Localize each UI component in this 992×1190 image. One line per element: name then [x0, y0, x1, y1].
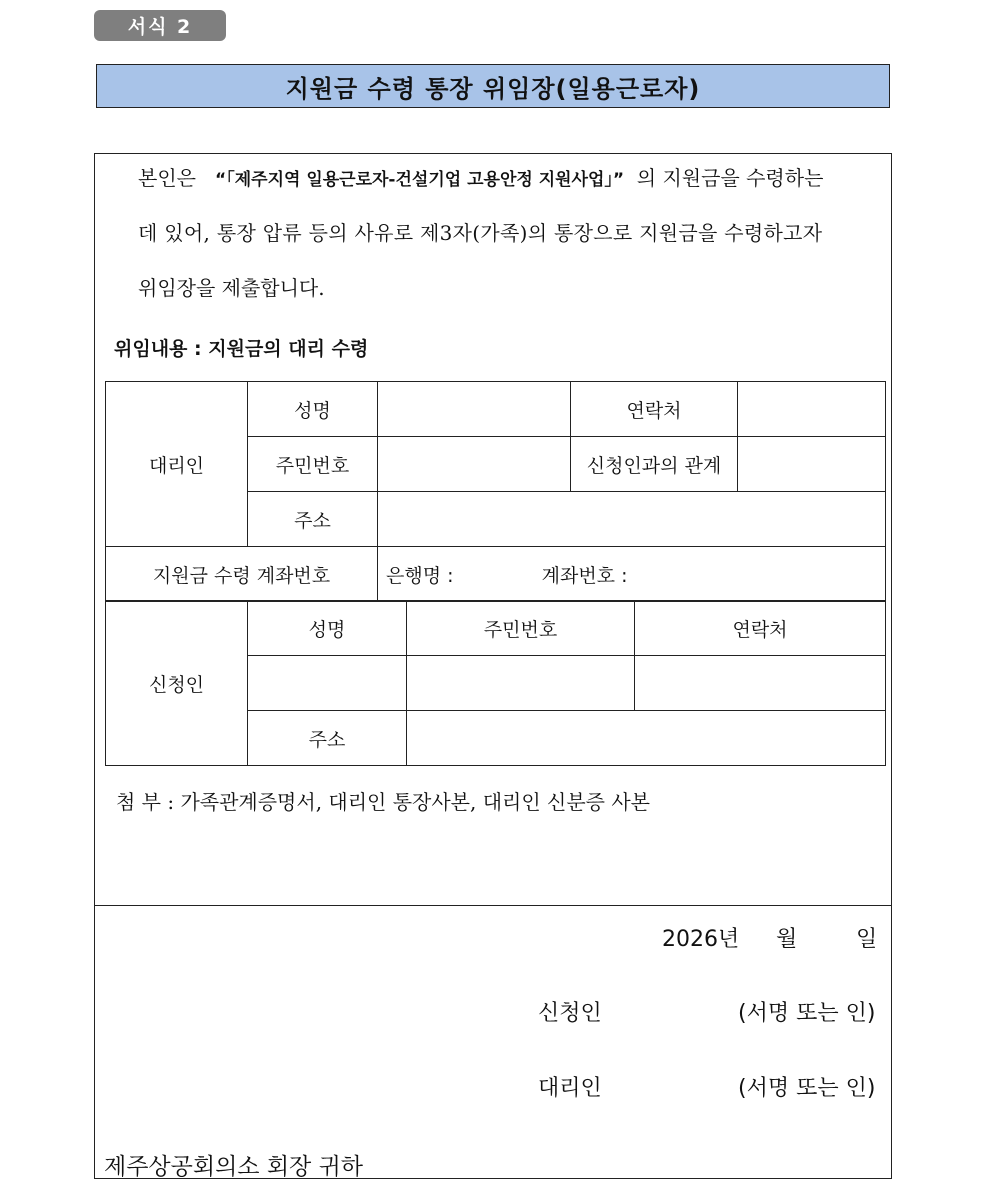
agent-relation-field[interactable] — [738, 437, 886, 492]
intro-suffix: 의 지원금을 수령하는 — [636, 166, 824, 190]
applicant-sign-note[interactable]: (서명 또는 인) — [738, 1001, 876, 1026]
applicant-contact-field[interactable] — [635, 656, 886, 711]
agent-id-field[interactable] — [378, 437, 571, 492]
agent-table — [105, 381, 886, 602]
agent-address-field[interactable] — [378, 492, 886, 547]
section-divider — [94, 905, 892, 906]
intro-line-3: 위임장을 제출합니다. — [138, 276, 325, 300]
agent-sign-note[interactable]: (서명 또는 인) — [738, 1076, 876, 1101]
recipient-line: 제주상공회의소 회장 귀하 — [104, 1154, 364, 1180]
bank-name-label: 은행명 : — [386, 564, 454, 587]
agent-group-label: 대리인 — [106, 382, 248, 547]
agent-id-label: 주민번호 — [248, 437, 378, 492]
applicant-address-field[interactable] — [407, 711, 886, 766]
agent-relation-label: 신청인과의 관계 — [571, 437, 738, 492]
agent-name-label: 성명 — [248, 382, 378, 437]
program-name: “「제주지역 일용근로자-건설기업 고용안정 지원사업」” — [215, 170, 625, 190]
delegation-heading: 위임내용 : 지원금의 대리 수령 — [114, 338, 369, 360]
account-label: 지원금 수령 계좌번호 — [106, 547, 378, 602]
agent-name-field[interactable] — [378, 382, 571, 437]
agent-contact-field[interactable] — [738, 382, 886, 437]
agent-sign-label: 대리인 — [538, 1076, 602, 1101]
date-day: 일 — [856, 927, 878, 952]
applicant-table — [105, 600, 886, 766]
account-field[interactable] — [378, 547, 886, 602]
applicant-name-field[interactable] — [248, 656, 407, 711]
applicant-contact-label: 연락처 — [635, 601, 886, 656]
applicant-sign-label: 신청인 — [538, 1001, 602, 1026]
agent-contact-label: 연락처 — [571, 382, 738, 437]
date-year: 2026년 — [662, 927, 740, 952]
intro-prefix: 본인은 — [138, 166, 196, 190]
applicant-id-label: 주민번호 — [407, 601, 635, 656]
applicant-id-field[interactable] — [407, 656, 635, 711]
intro-line-1 — [138, 162, 823, 191]
applicant-name-label: 성명 — [248, 601, 407, 656]
applicant-group-label: 신청인 — [106, 601, 248, 766]
account-number-label: 계좌번호 : — [541, 564, 628, 587]
form-number-badge: 서식 2 — [94, 10, 226, 41]
attachment-note: 첨 부 : 가족관계증명서, 대리인 통장사본, 대리인 신분증 사본 — [116, 790, 650, 814]
agent-address-label: 주소 — [248, 492, 378, 547]
document-title: 지원금 수령 통장 위임장(일용근로자) — [96, 64, 890, 108]
applicant-address-label: 주소 — [248, 711, 407, 766]
intro-line-2: 데 있어, 통장 압류 등의 사유로 제3자(가족)의 통장으로 지원금을 수령하고자 — [138, 221, 823, 245]
date-month: 월 — [776, 927, 798, 952]
